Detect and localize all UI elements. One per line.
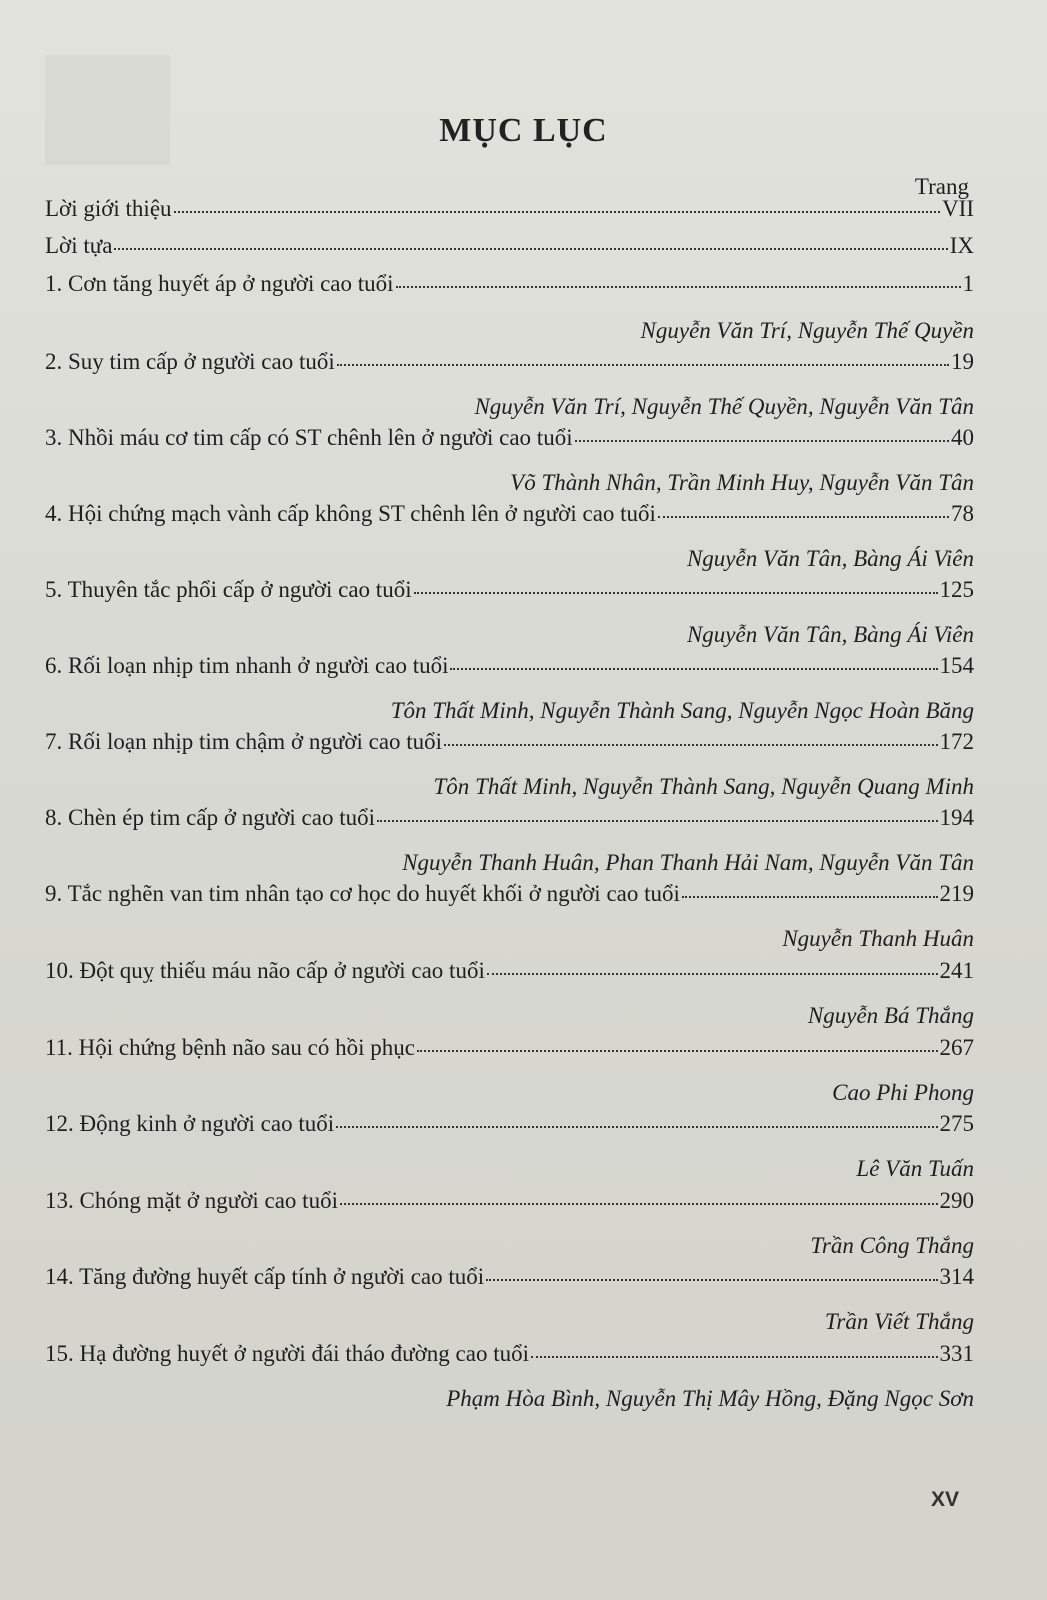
- toc-entry-label: 13. Chóng mặt ở người cao tuổi: [45, 1188, 338, 1213]
- leader-dots: [487, 973, 938, 975]
- leader-dots: [417, 1050, 938, 1052]
- toc-entry-page: 275: [939, 1111, 974, 1136]
- toc-entry-label: 15. Hạ đường huyết ở người đái tháo đường cao tuổi: [45, 1341, 529, 1366]
- toc-entry-chapter-9: [45, 881, 974, 907]
- toc-entry-front-1: [45, 196, 974, 222]
- leader-dots: [114, 248, 947, 250]
- leader-dots: [377, 820, 938, 822]
- toc-entry-chapter-2: [45, 349, 974, 375]
- toc-entry-authors: Nguyễn Văn Tân, Bàng Ái Viên: [686, 546, 974, 571]
- toc-entry-chapter-7: [45, 729, 974, 755]
- toc-entry-authors: Phạm Hòa Bình, Nguyễn Thị Mây Hồng, Đặng Ngọc Sơn: [446, 1386, 974, 1411]
- toc-entry-authors: Lê Văn Tuấn: [856, 1156, 974, 1181]
- toc-entry-page: 154: [939, 653, 974, 678]
- toc-entry-authors: Cao Phi Phong: [832, 1080, 974, 1105]
- leader-dots: [531, 1356, 938, 1358]
- leader-dots: [337, 364, 949, 366]
- leader-dots: [486, 1279, 937, 1281]
- toc-entry-chapter-3: [45, 425, 974, 451]
- toc-entry-authors: Nguyễn Văn Trí, Nguyễn Thế Quyền, Nguyễn Văn Tân: [474, 394, 974, 419]
- leader-dots: [575, 440, 949, 442]
- toc-entry-label: 3. Nhồi máu cơ tim cấp có ST chênh lên ở người cao tuổi: [45, 425, 573, 450]
- toc-entry-chapter-11: [45, 1035, 974, 1061]
- toc-entry-chapter-8: [45, 805, 974, 831]
- page-number: XV: [930, 1488, 959, 1511]
- toc-entry-label: 10. Đột quỵ thiếu máu não cấp ở người cao tuổi: [45, 958, 485, 983]
- toc-entry-page: 125: [939, 577, 974, 602]
- toc-entry-authors: Trần Viết Thắng: [824, 1309, 974, 1334]
- toc-entry-authors: Trần Công Thắng: [810, 1233, 974, 1258]
- toc-entry-label: 8. Chèn ép tim cấp ở người cao tuổi: [45, 805, 375, 830]
- toc-entry-chapter-14: [45, 1264, 974, 1290]
- toc-entry-authors: Tôn Thất Minh, Nguyễn Thành Sang, Nguyễn Quang Minh: [433, 774, 974, 799]
- toc-entry-label: 1. Cơn tăng huyết áp ở người cao tuổi: [45, 271, 394, 296]
- toc-entry-authors: Nguyễn Thanh Huân: [782, 926, 974, 951]
- leader-dots: [450, 668, 937, 670]
- toc-entry-page: 19: [951, 349, 974, 374]
- leader-dots: [340, 1203, 938, 1205]
- toc-entry-page: 290: [939, 1188, 974, 1213]
- toc-entry-front-2: [45, 233, 974, 259]
- toc-entry-page: 267: [939, 1035, 974, 1060]
- toc-entry-chapter-1: [45, 271, 974, 297]
- toc-entry-page: 314: [939, 1264, 974, 1289]
- toc-entry-chapter-4: [45, 501, 974, 527]
- toc-entry-label: 11. Hội chứng bệnh não sau có hồi phục: [45, 1035, 415, 1060]
- toc-entry-label: 12. Động kinh ở người cao tuổi: [45, 1111, 335, 1136]
- toc-entry-chapter-10: [45, 958, 974, 984]
- toc-entry-page: 78: [951, 501, 974, 526]
- leader-dots: [682, 896, 938, 898]
- page-column-label: Trang: [914, 174, 969, 199]
- toc-entry-chapter-5: [45, 577, 974, 603]
- page-title: MỤC LỤC: [439, 112, 608, 149]
- toc-entry-page: VII: [942, 196, 974, 221]
- toc-entry-chapter-13: [45, 1188, 974, 1214]
- toc-entry-authors: Võ Thành Nhân, Trần Minh Huy, Nguyễn Văn Tân: [510, 470, 974, 495]
- leader-dots: [414, 592, 938, 594]
- toc-entry-chapter-15: [45, 1341, 974, 1367]
- toc-entry-label: 2. Suy tim cấp ở người cao tuổi: [45, 349, 335, 374]
- toc-entry-label: 7. Rối loạn nhịp tim chậm ở người cao tuổi: [45, 729, 443, 754]
- toc-entry-label: 5. Thuyên tắc phổi cấp ở người cao tuổi: [45, 577, 412, 602]
- toc-entry-page: 172: [939, 729, 974, 754]
- toc-entry-label: 14. Tăng đường huyết cấp tính ở người cao tuổi: [45, 1264, 485, 1289]
- toc-entry-page: 1: [962, 271, 974, 296]
- toc-entry-label: 6. Rối loạn nhịp tim nhanh ở người cao tuổi: [45, 653, 449, 678]
- toc-entry-page: 194: [939, 805, 974, 830]
- toc-entry-authors: Nguyễn Văn Tân, Bàng Ái Viên: [686, 622, 974, 647]
- toc-entry-page: 241: [939, 958, 974, 983]
- toc-entry-authors: Tôn Thất Minh, Nguyễn Thành Sang, Nguyễn Ngọc Hoàn Băng: [390, 698, 974, 723]
- toc-entry-label: Lời tựa: [45, 233, 113, 258]
- leader-dots: [396, 286, 961, 288]
- toc-entry-chapter-12: [45, 1111, 974, 1137]
- toc-entry-page: 219: [939, 881, 974, 906]
- toc-entry-label: Lời giới thiệu: [45, 196, 172, 221]
- leader-dots: [444, 744, 937, 746]
- toc-entry-label: 4. Hội chứng mạch vành cấp không ST chênh lên ở người cao tuổi: [45, 501, 656, 526]
- toc-entry-authors: Nguyễn Thanh Huân, Phan Thanh Hải Nam, Nguyễn Văn Tân: [402, 850, 974, 875]
- toc-entry-authors: Nguyễn Bá Thắng: [807, 1003, 974, 1028]
- leader-dots: [336, 1126, 937, 1128]
- toc-entry-page: 331: [939, 1341, 974, 1366]
- toc-entry-label: 9. Tắc nghẽn van tim nhân tạo cơ học do huyết khối ở người cao tuổi: [45, 881, 680, 906]
- toc-entry-authors: Nguyễn Văn Trí, Nguyễn Thế Quyền: [640, 318, 974, 343]
- toc-entry-page: IX: [949, 233, 974, 258]
- toc-entry-page: 40: [951, 425, 974, 450]
- leader-dots: [658, 516, 949, 518]
- toc-entry-chapter-6: [45, 653, 974, 679]
- leader-dots: [174, 211, 941, 213]
